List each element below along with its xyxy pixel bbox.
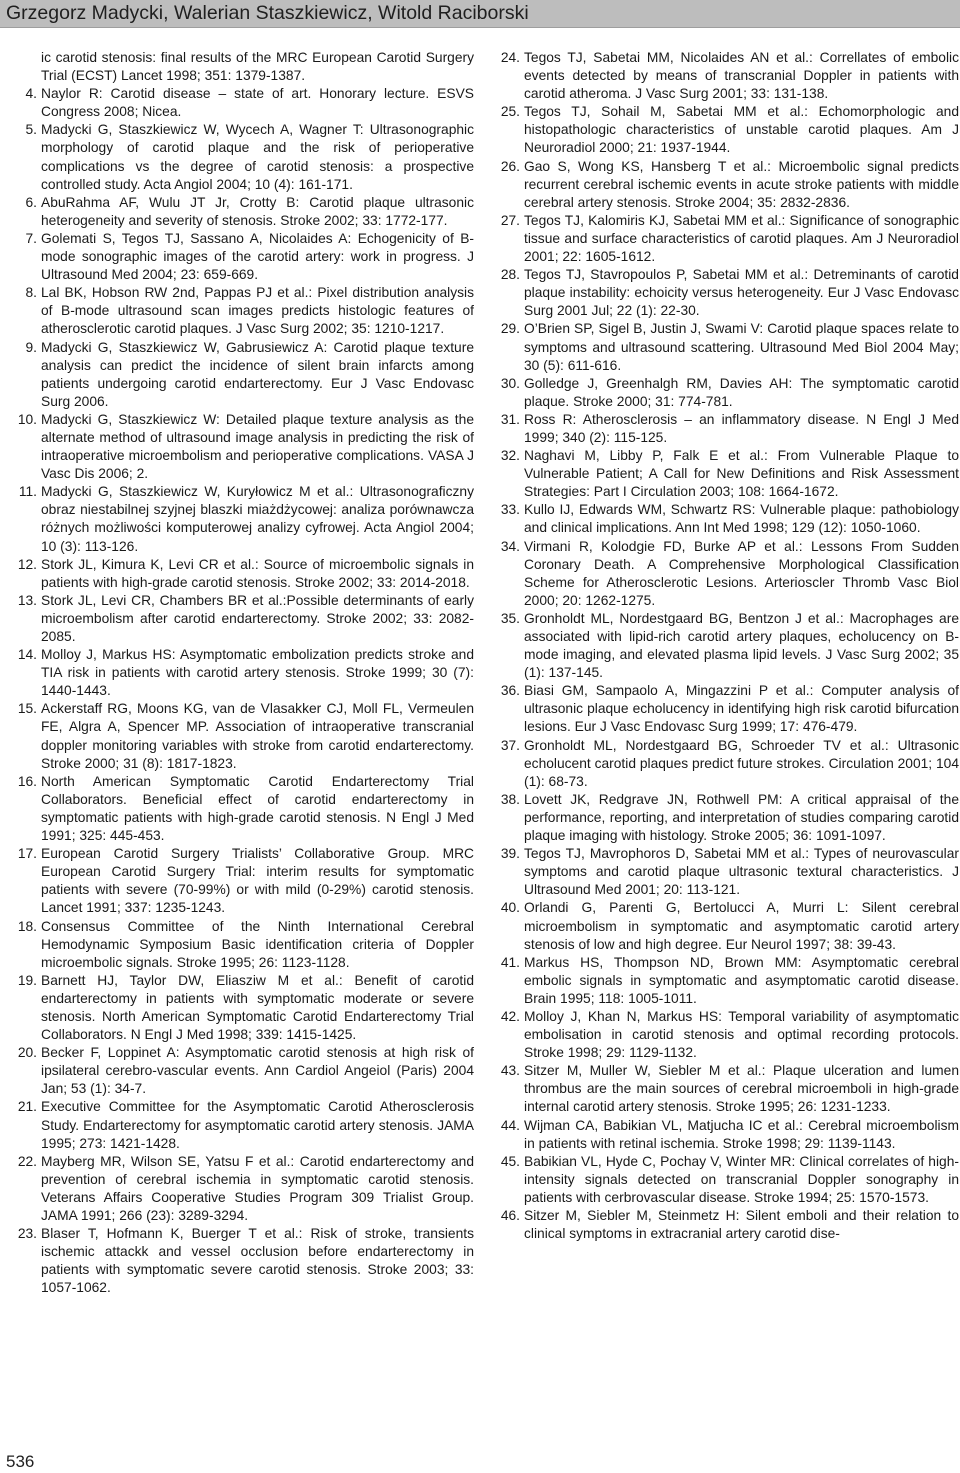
reference-item (499, 610, 959, 682)
reference-number: 14. (17, 647, 37, 663)
reference-number: 20. (17, 1045, 37, 1061)
reference-number: 39. (500, 846, 520, 862)
reference-number: 43. (500, 1063, 520, 1079)
header-authors: Grzegorz Madycki, Walerian Staszkiewicz, Witold Raciborski (6, 2, 529, 24)
reference-item (499, 266, 959, 320)
reference-text: Naylor R: Carotid disease – state of art. Honorary lecture. ESVS Congress 2008; Nicea. (41, 86, 474, 120)
reference-text: North American Symptomatic Carotid Endarterectomy Trial Collaborators. Beneficial effect of carotid endarterectomy in symptomatic patients with high-grade carotid stenosis. N Engl J Med 1991; 325: 445-453. (41, 773, 474, 844)
reference-text: Orlandi G, Parenti G, Bertolucci A, Murri L: Silent cerebral microembolism in symptomatic and asymptomatic carotid artery stenosis of low and high degree. Eur Neurol 1997; 38: 39-43. (524, 900, 959, 952)
reference-item (499, 320, 959, 374)
reference-text: Stork JL, Levi CR, Chambers BR et al.:Possible determinants of early microembolism after carotid endarterectomy. Stroke 2002; 33: 2082-2085. (41, 592, 474, 644)
reference-text: Molloy J, Khan N, Markus HS: Temporal variability of asymptomatic embolisation in carotid stenosis and optimal recording protocols. Stroke 1998; 29: 1129-1132. (524, 1008, 959, 1061)
reference-item (16, 918, 474, 972)
reference-text: Madycki G, Staszkiewicz W, Gabrusiewicz A: Carotid plaque texture analysis can predict the incidence of silent brain infarcts among patients undergoing carotid endarterectomy. Eur J Vasc Endovasc Surg 2006. (41, 339, 474, 409)
reference-number: 8. (25, 285, 37, 301)
reference-item (16, 284, 474, 338)
reference-item (16, 700, 474, 772)
reference-item (499, 103, 959, 157)
reference-item (499, 212, 959, 266)
reference-number: 5. (25, 122, 37, 138)
reference-text: Tegos TJ, Kalomiris KJ, Sabetai MM et al.: Significance of sonographic tissue and surface characteristics of carotid plaques. Am J Neuroradiol 2001; 22: 1605-1612. (524, 212, 959, 265)
reference-item (16, 773, 474, 845)
reference-text: Barnett HJ, Taylor DW, Eliasziw M et al.: Benefit of carotid endarterectomy in patients with symptomatic moderate or severe stenosis. North American Symptomatic Carotid Endarterectomy Trial Collaborators. N Engl J Med 1998; 339: 1415-1425. (41, 972, 474, 1043)
reference-number: 41. (500, 954, 520, 970)
reference-number: 6. (25, 194, 37, 210)
reference-text: Kullo IJ, Edwards WM, Schwartz RS: Vulnerable plaque: pathobiology and clinical implications. Ann Int Med 1998; 129 (12): 1050-1060. (524, 502, 959, 536)
reference-item (499, 538, 959, 610)
reference-number: 21. (17, 1099, 37, 1115)
reference-number: 4. (25, 86, 37, 102)
reference-text: Tegos TJ, Stavropoulos P, Sabetai MM et al.: Detreminants of carotid plaque instability: echoicity versus heterogeneity. Eur J Vasc Endovasc Surg 2001 Jul; 22 (1): 22-30. (524, 267, 959, 319)
reference-number: 44. (500, 1117, 520, 1133)
reference-number: 10. (17, 411, 37, 427)
reference-item (499, 158, 959, 212)
reference-text: Madycki G, Staszkiewicz W: Detailed plaque texture analysis as the alternate method of ultrasound image analysis in predicting the risk of intraoperative microembolism and perioperative complications. VASA J Vasc Dis 2006; 2. (41, 411, 474, 482)
reference-item (16, 556, 474, 592)
reference-number: 16. (17, 773, 37, 789)
reference-text: Madycki G, Staszkiewicz W, Kuryłowicz M et al.: Ultrasonograficzny obraz niestabilnej szyjnej blaszki miażdżycowej: analiza porównawcza różnych możliwości komputerowej analizy cyfrowej. Acta Angiol 2004; 10 (3): 113-126. (41, 484, 474, 554)
reference-number: 46. (500, 1208, 520, 1223)
reference-number: 36. (500, 683, 520, 699)
reference-number: 26. (500, 158, 520, 174)
reference-text: Molloy J, Markus HS: Asymptomatic embolization predicts stroke and TIA risk in patients with carotid artery stenosis. Stroke 1999; 30 (7): 1440-1443. (41, 647, 474, 699)
reference-item (499, 737, 959, 791)
reference-item (499, 682, 959, 736)
reference-text: Golledge J, Greenhalgh RM, Davies AH: The symptomatic carotid plaque. Stroke 2000; 31: 774-781. (524, 375, 959, 409)
references-column-right (499, 49, 959, 1243)
reference-text: European Carotid Surgery Trialists’ Collaborative Group. MRC European Carotid Surgery Trial: interim results for symptomatic patients with severe (70-99%) or with mild (0-29%) carotid stenosis. Lancet 1991; 337: 1235-1243. (41, 846, 474, 916)
reference-item (499, 1062, 959, 1116)
reference-number: 32. (500, 448, 520, 464)
reference-number: 31. (500, 411, 520, 427)
reference-number: 33. (500, 502, 520, 518)
reference-number: 22. (17, 1153, 37, 1169)
reference-number: 15. (17, 701, 37, 717)
reference-item (499, 501, 959, 537)
reference-number: 28. (500, 267, 520, 283)
reference-item (16, 592, 474, 646)
reference-text: Lovett JK, Redgrave JN, Rothwell PM: A critical appraisal of the performance, reporting, and interpretation of studies comparing carotid plaque imaging with histology. Stroke 2005; 36: 1091-1097. (524, 791, 959, 844)
reference-item (499, 49, 959, 103)
reference-text: Gronholdt ML, Nordestgaard BG, Bentzon J et al.: Macrophages are associated with lipid-rich carotid artery plaques, echolucency on B-mode imaging, and elevated plasma lipid levels. J Vasc Surg 2002; 35 (1): 137-145. (524, 610, 959, 681)
reference-item (16, 194, 474, 230)
reference-number: 19. (17, 972, 37, 988)
reference-item (16, 1098, 474, 1152)
reference-item (499, 845, 959, 899)
reference-text: Gao S, Wong KS, Hansberg T et al.: Microembolic signal predicts recurrent cerebral ischemic events in acute stroke patients with middle cerebral artery stenosis. Stroke 2004; 35: 2832-2836. (524, 158, 959, 210)
reference-item (499, 899, 959, 953)
reference-number: 29. (500, 321, 520, 337)
reference-number: 38. (500, 791, 520, 807)
reference-item (16, 85, 474, 121)
reference-text: Virmani R, Kolodgie FD, Burke AP et al.: Lessons From Sudden Coronary Death. A Comprehensive Morphological Classification Scheme for Atherosclerotic Lesions. Arterioscler Thromb Vasc Biol 2000; 20: 1262-1275. (524, 538, 959, 608)
reference-number: 40. (500, 900, 520, 916)
reference-text: Gronholdt ML, Nordestgaard BG, Schroeder TV et al.: Ultrasonic echolucent carotid plaques predict future strokes. Circulation 2001; 104 (1): 68-73. (524, 737, 959, 789)
reference-number: 13. (17, 592, 37, 608)
reference-text: Becker F, Loppinet A: Asymptomatic carotid stenosis at high risk of ipsilateral cerebro-vascular events. Ann Cardiol Angeiol (Paris) 2004 Jan; 53 (1): 34-7. (41, 1045, 474, 1097)
reference-text: Lal BK, Hobson RW 2nd, Pappas PJ et al.: Pixel distribution analysis of B-mode ultrasound scan images predicts histologic features of atherosclerotic carotid plaques. J Vasc Surg 2002; 35: 1210-1217. (41, 285, 474, 337)
reference-text: Biasi GM, Sampaolo A, Mingazzini P et al.: Computer analysis of ultrasonic plaque echolucency in identifying high risk carotid bifurcation lesions. Eur J Vasc Endovasc Surg 1999; 17: 476-479. (524, 683, 959, 735)
reference-item (16, 121, 474, 193)
reference-number (16, 49, 41, 85)
reference-text: Stork JL, Kimura K, Levi CR et al.: Source of microembolic signals in patients with high-grade carotid stenosis. Stroke 2002; 33: 2014-2018. (41, 556, 474, 590)
reference-text: Babikian VL, Hyde C, Pochay V, Winter MR: Clinical correlates of high-intensity signals detected on transcranial Doppler sonography in patients with cerbrovascular disease. Stroke 1994; 25: 1570-1573. (524, 1153, 959, 1205)
references-column-left (16, 49, 474, 1297)
reference-text: Ross R: Atherosclerosis – an inflammatory disease. N Engl J Med 1999; 340 (2): 115-125. (524, 411, 959, 445)
reference-item (16, 411, 474, 483)
reference-text: ic carotid stenosis: final results of the MRC European Carotid Surgery Trial (ECST) Lancet 1998; 351: 1379-1387. (41, 50, 474, 84)
reference-text: Tegos TJ, Sohail M, Sabetai MM et al.: Echomorphologic and histopathologic characteristics of unstable carotid plaques. Am J Neuroradiol 2000; 21: 1937-1944. (524, 104, 959, 156)
reference-item (16, 972, 474, 1044)
reference-number: 42. (500, 1008, 520, 1024)
reference-text: O’Brien SP, Sigel B, Justin J, Swami V: Carotid plaque spaces relate to symptoms and ultrasound scattering. Ultrasound Med Biol 2004 May; 30 (5): 611-616. (524, 321, 959, 373)
reference-text: Mayberg MR, Wilson SE, Yatsu F et al.: Carotid endarterectomy and prevention of cerebral ischemia in symptomatic carotid stenosis. Veterans Affairs Cooperative Studies Program 309 Trialist Group. JAMA 1991; 266 (23): 3289-3294. (41, 1153, 474, 1223)
reference-number: 17. (17, 846, 37, 862)
reference-item (499, 1207, 959, 1243)
reference-item (16, 49, 474, 85)
reference-text: Tegos TJ, Sabetai MM, Nicolaides AN et al.: Correllates of embolic events detected by means of transcranial Doppler in patients with carotid atheroma. J Vasc Surg 2001; 33: 131-138. (524, 50, 959, 102)
reference-item (16, 483, 474, 555)
reference-text: Tegos TJ, Mavrophoros D, Sabetai MM et al.: Types of neurovascular symptoms and carotid plaque ultrasonic textural characteristics. J Ultrasound Med 2001; 20: 113-121. (524, 846, 959, 898)
reference-text: Ackerstaff RG, Moons KG, van de Vlasakker CJ, Moll FL, Vermeulen FE, Algra A, Spencer MP. Association of intraoperative transcranial doppler monitoring variables with stroke from carotid endarterectomy. Stroke 2000; 31 (8): 1817-1823. (41, 701, 474, 771)
reference-number: 18. (17, 918, 37, 934)
page-number: 536 (6, 1452, 35, 1471)
reference-number: 27. (500, 212, 520, 228)
reference-item (16, 339, 474, 411)
reference-item (499, 411, 959, 447)
reference-item (16, 1044, 474, 1098)
reference-number: 25. (500, 104, 520, 120)
reference-item (499, 447, 959, 501)
reference-number: 30. (500, 375, 520, 391)
reference-number: 9. (25, 339, 37, 355)
reference-number: 24. (500, 50, 520, 65)
reference-number: 12. (17, 556, 37, 572)
reference-text: Executive Committee for the Asymptomatic Carotid Atherosclerosis Study. Endarterectomy for asymptomatic carotid artery stenosis. JAMA 1995; 273: 1421-1428. (41, 1099, 474, 1151)
reference-item (499, 1008, 959, 1062)
reference-text: Consensus Committee of the Ninth International Cerebral Hemodynamic Symposium Basic identification criteria of Doppler microembolic signals. Stroke 1995; 26: 1123-1128. (41, 918, 474, 970)
reference-text: AbuRahma AF, Wulu JT Jr, Crotty B: Carotid plaque ultrasonic heterogeneity and severity of stenosis. Stroke 2002; 33: 1772-177. (41, 194, 474, 228)
reference-item (499, 1153, 959, 1207)
reference-item (499, 791, 959, 845)
reference-item (16, 230, 474, 284)
reference-text: Sitzer M, Muller W, Siebler M et al.: Plaque ulceration and lumen thrombus are the main sources of cerebral microemboli in high-grade internal carotid artery stenosis. Stroke 1995; 26: 1231-1233. (524, 1063, 959, 1115)
reference-item (16, 1153, 474, 1225)
reference-number: 7. (25, 230, 37, 246)
reference-number: 23. (17, 1226, 37, 1242)
reference-text: Naghavi M, Libby P, Falk E et al.: From Vulnerable Plaque to Vulnerable Patient; A Call for New Definitions and Risk Assessment Strategies: Part I Circulation 2003; 108: 1664-1672. (524, 448, 959, 500)
reference-number: 45. (500, 1153, 520, 1169)
reference-number: 11. (18, 484, 37, 500)
reference-number: 35. (500, 610, 520, 626)
reference-text: Markus HS, Thompson ND, Brown MM: Asymptomatic cerebral embolic signals in symptomatic and asymptomatic carotid disease. Brain 1995; 118: 1005-1011. (524, 954, 959, 1006)
reference-item (16, 1225, 474, 1297)
reference-number: 34. (500, 538, 520, 554)
running-header (0, 0, 960, 28)
reference-text: Sitzer M, Siebler M, Steinmetz H: Silent emboli and their relation to clinical symptoms in extracranial artery carotid dise- (524, 1208, 959, 1242)
reference-item (499, 1117, 959, 1153)
reference-item (499, 954, 959, 1008)
reference-item (499, 375, 959, 411)
reference-item (16, 646, 474, 700)
reference-item (16, 845, 474, 917)
reference-text: Wijman CA, Babikian VL, Matjucha IC et al.: Cerebral microembolism in patients with retinal ischemia. Stroke 1998; 29: 1139-1143. (524, 1117, 959, 1151)
reference-text: Blaser T, Hofmann K, Buerger T et al.: Risk of stroke, transients ischemic attackk and vessel occlusion before endarterectomy in patients with symptomatic severe carotid stenosis. Stroke 2003; 33: 1057-1062. (41, 1226, 474, 1296)
reference-text: Golemati S, Tegos TJ, Sassano A, Nicolaides A: Echogenicity of B-mode sonographic images of the carotid artery: work in progress. J Ultrasound Med 2004; 23: 659-669. (41, 230, 474, 283)
reference-number: 37. (500, 737, 520, 753)
reference-text: Madycki G, Staszkiewicz W, Wycech A, Wagner T: Ultrasonographic morphology of carotid plaque and the risk of perioperative complications vs the degree of carotid stenosis: a prospective controlled study. Acta Angiol 2004; 10 (4): 161-171. (41, 122, 474, 192)
